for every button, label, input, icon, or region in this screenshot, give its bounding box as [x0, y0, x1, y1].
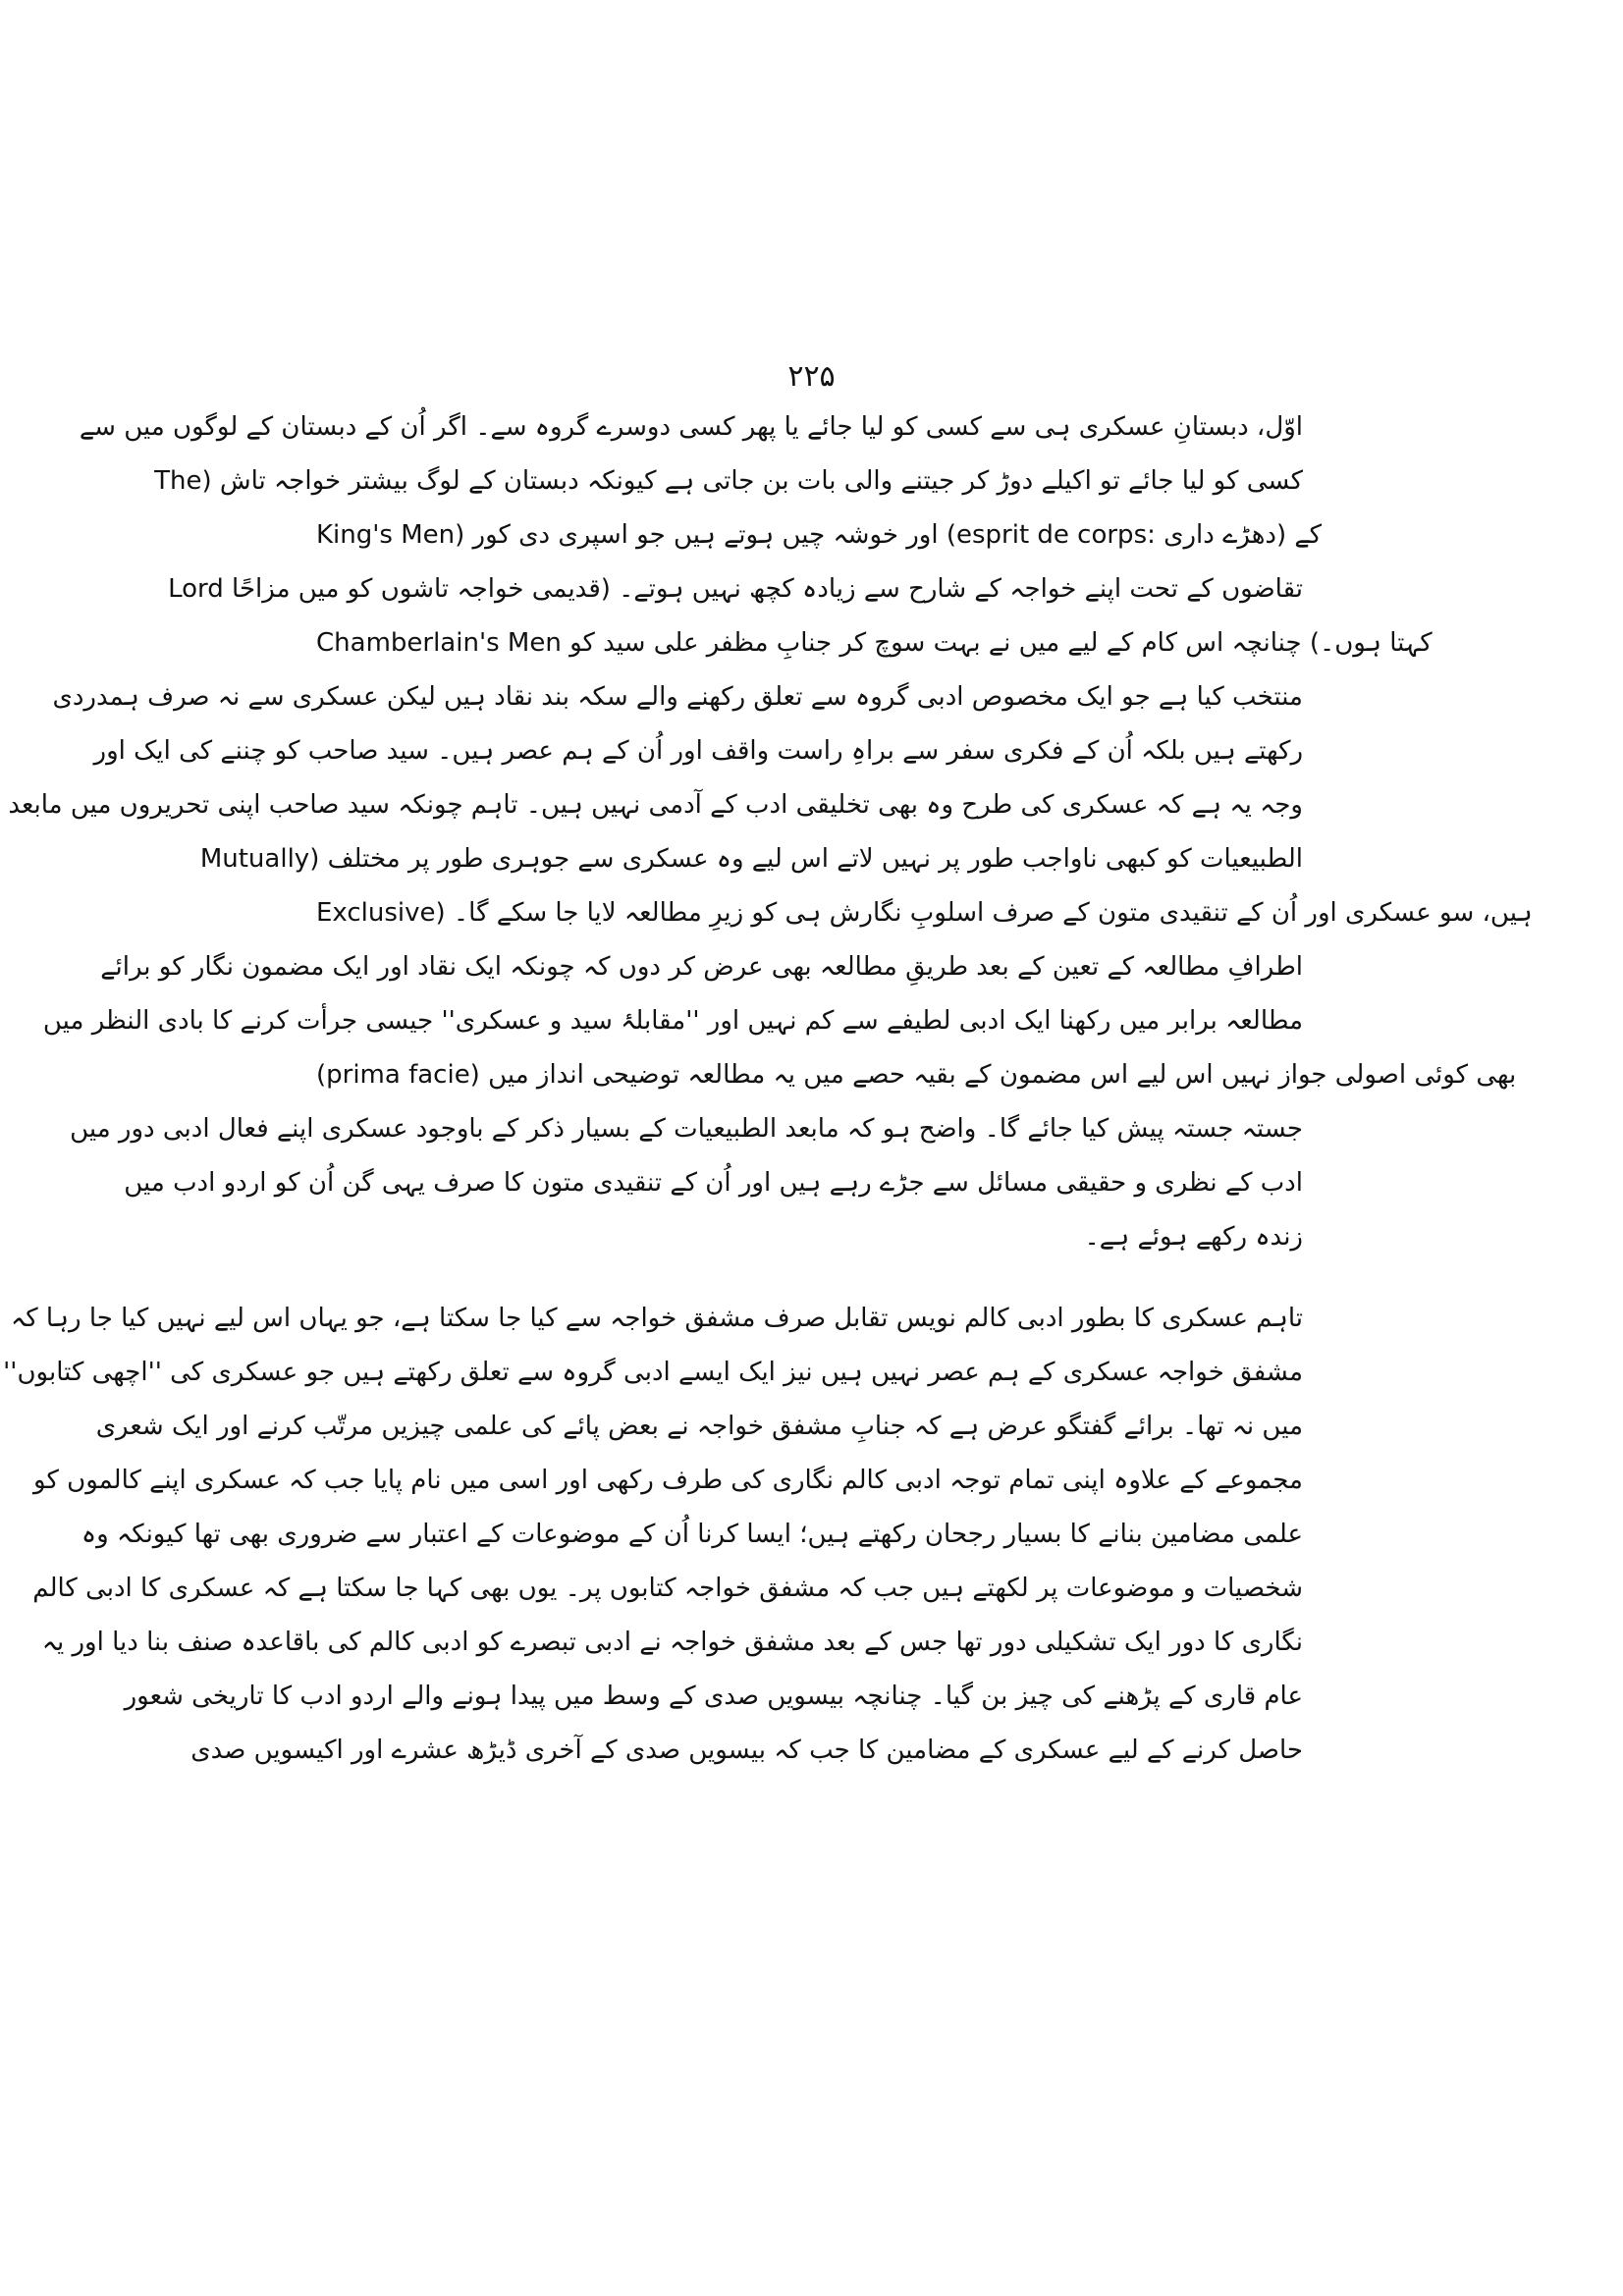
- paragraph-1: [8, 400, 1533, 1264]
- text-line: وجہ یہ ہے کہ عسکری کی طرح وہ بھی تخلیقی ادب کے آدمی نہیں ہیں۔ تاہم چونکہ سید صاحب اپنی تحریروں میں مابعد: [8, 790, 1303, 820]
- page-number: ۲۲۵: [787, 359, 836, 394]
- text-line: رکھتے ہیں بلکہ اُن کے فکری سفر سے براہِ راست واقف اور اُن کے ہم عصر ہیں۔ سید صاحب کو چننے کی ایک اور: [93, 736, 1303, 766]
- text-line: Exclusive) ہیں، سو عسکری اور اُن کے تنقیدی متون کے صرف اسلوبِ نگارش ہی کو زیرِ مطالعہ لایا جا سکے گا۔: [316, 898, 1533, 928]
- text-line: کسی کو لیا جائے تو اکیلے دوڑ کر جیتنے والی بات بن جاتی ہے کیونکہ دبستان کے لوگ بیشتر خواجہ تاش (The: [154, 466, 1303, 496]
- text-line: حاصل کرنے کے لیے عسکری کے مضامین کا جب کہ بیسویں صدی کے آخری ڈیڑھ عشرے اور اکیسویں صدی: [190, 1735, 1303, 1765]
- text-line: تاہم عسکری کا بطور ادبی کالم نویس تقابل صرف مشفق خواجہ سے کیا جا سکتا ہے، جو یہاں اس لیے نہیں کیا جا رہا کہ: [10, 1304, 1303, 1333]
- text-line: اطرافِ مطالعہ کے تعین کے بعد طریقِ مطالعہ بھی عرض کر دوں کہ چونکہ ایک نقاد اور ایک مضمون نگار کو برائے: [100, 952, 1303, 982]
- text-line: تقاضوں کے تحت اپنے خواجہ کے شارح سے زیادہ کچھ نہیں ہوتے۔ (قدیمی خواجہ تاشوں کو میں مزاحًا Lord: [168, 574, 1303, 604]
- text-line: علمی مضامین بنانے کا بسیار رجحان رکھتے ہیں؛ ایسا کرنا اُن کے موضوعات کے اعتبار سے ضروری بھی تھا کیونکہ وہ: [81, 1520, 1303, 1549]
- text-line: مجموعے کے علاوہ اپنی تمام توجہ ادبی کالم نگاری کی طرف رکھی اور اسی میں نام پایا جب کہ عسکری اپنے کالموں کو: [33, 1466, 1303, 1495]
- text-line: Chamberlain's Men کہتا ہوں۔) چنانچہ اس کام کے لیے میں نے بہت سوچ کر جنابِ مظفر علی سید کو: [316, 628, 1433, 658]
- page-body: [3, 400, 1533, 1778]
- text-line: مشفق خواجہ عسکری کے ہم عصر نہیں ہیں نیز ایک ایسے ادبی گروہ سے تعلق رکھتے ہیں جو عسکری کی ''اچھی کتابوں'': [3, 1358, 1303, 1387]
- text-line: جستہ جستہ پیش کیا جائے گا۔ واضح ہو کہ مابعد الطبیعیات کے بسیار ذکر کے باوجود عسکری اپنے فعال ادبی دور میں: [70, 1114, 1303, 1144]
- paragraph-gap: [316, 1264, 1303, 1292]
- text-line: اوّل، دبستانِ عسکری ہی سے کسی کو لیا جائے یا پھر کسی دوسرے گروہ سے۔ اگر اُن کے دبستان کے لوگوں میں سے: [79, 412, 1303, 442]
- text-line: میں نہ تھا۔ برائے گفتگو عرض ہے کہ جنابِ مشفق خواجہ نے بعض پائے کی علمی چیزیں مرتّب کرنے اور ایک شعری: [95, 1412, 1303, 1441]
- text-line: منتخب کیا ہے جو ایک مخصوص ادبی گروہ سے تعلق رکھنے والے سکہ بند نقاد ہیں لیکن عسکری سے نہ صرف ہمدردی: [52, 682, 1303, 712]
- text-line: شخصیات و موضوعات پر لکھتے ہیں جب کہ مشفق خواجہ کتابوں پر۔ یوں بھی کہا جا سکتا ہے کہ عسکری کا ادبی کالم: [32, 1574, 1303, 1603]
- text-line: نگاری کا دور ایک تشکیلی دور تھا جس کے بعد مشفق خواجہ نے ادبی تبصرے کو ادبی کالم کی باقاعدہ صنف بنا دیا اور یہ: [41, 1628, 1303, 1657]
- text-line: ادب کے نظری و حقیقی مسائل سے جڑے رہے ہیں اور اُن کے تنقیدی متون کا صرف یہی گن اُن کو اردو ادب میں: [124, 1168, 1303, 1198]
- paragraph-2: [3, 1292, 1303, 1778]
- text-line: زندہ رکھے ہوئے ہے۔: [1084, 1222, 1303, 1252]
- text-line: King's Men) اور خوشہ چیں ہوتے ہیں جو اسپری دی کور (esprit de corps: دھڑے داری) کے: [316, 520, 1323, 550]
- text-line: (prima facie) بھی کوئی اصولی جواز نہیں اس لیے اس مضمون کے بقیہ حصے میں یہ مطالعہ توضیحی انداز میں: [316, 1060, 1517, 1090]
- text-line: عام قاری کے پڑھنے کی چیز بن گیا۔ چنانچہ بیسویں صدی کے وسط میں پیدا ہونے والے اردو ادب کا تاریخی شعور: [124, 1682, 1303, 1711]
- text-line: الطبیعیات کو کبھی ناواجب طور پر نہیں لاتے اس لیے وہ عسکری سے جوہری طور پر مختلف (Mutually: [199, 844, 1303, 874]
- text-line: مطالعہ برابر میں رکھنا ایک ادبی لطیفے سے کم نہیں اور ''مقابلۂ سید و عسکری'' جیسی جرأت کرنے کا بادی النظر میں: [42, 1006, 1303, 1036]
